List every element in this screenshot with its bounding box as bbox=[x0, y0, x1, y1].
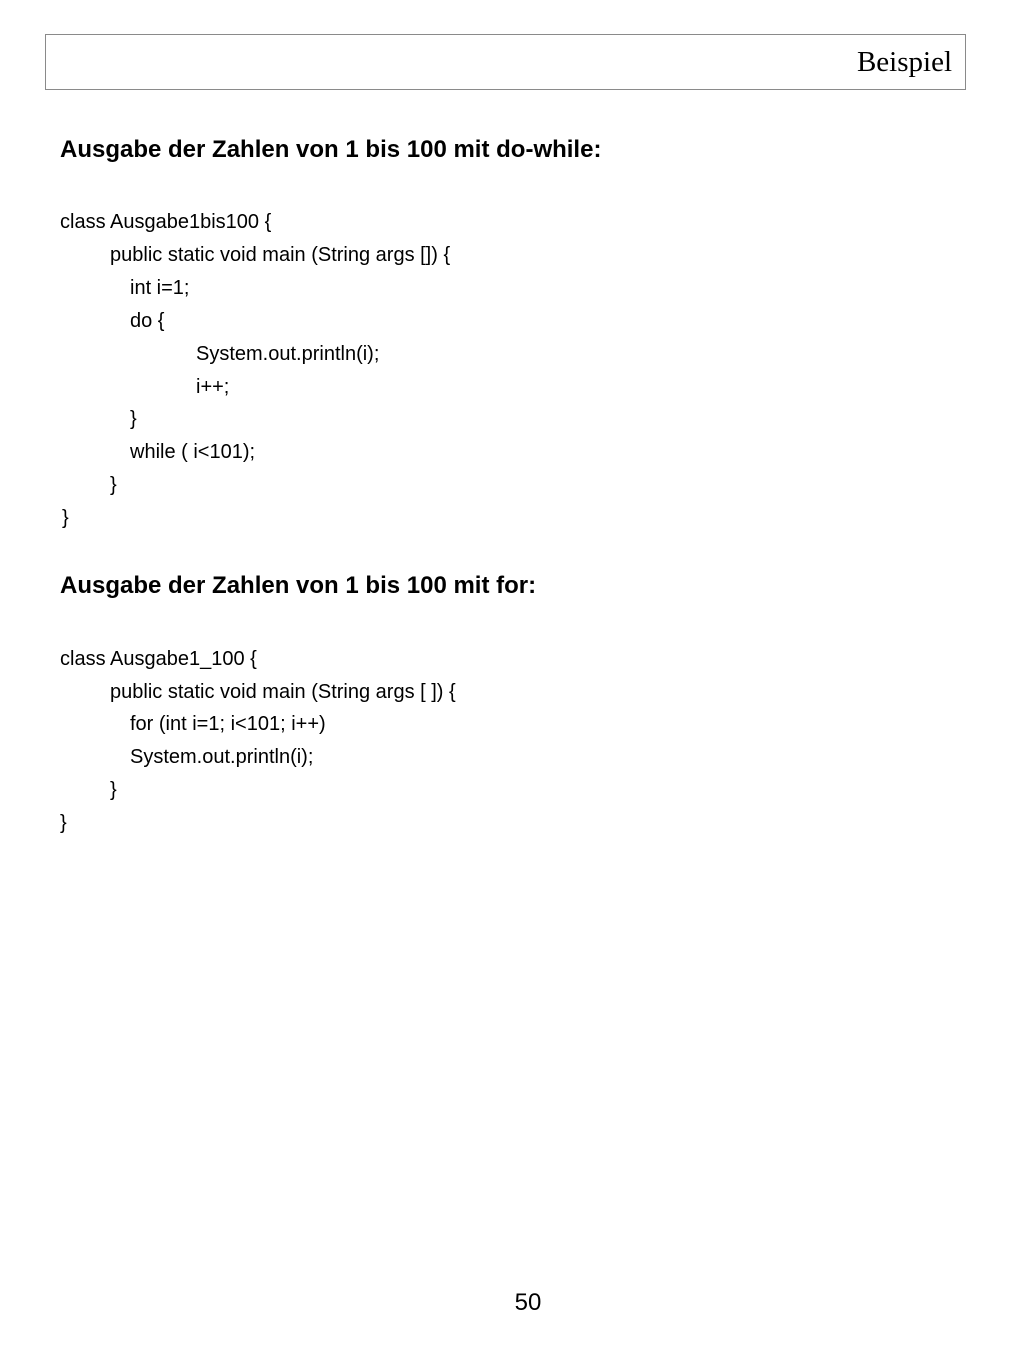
code-line: public static void main (String args []) { bbox=[110, 244, 451, 266]
code-line: } bbox=[62, 507, 69, 529]
code-line: i++; bbox=[196, 376, 230, 398]
code-line: } bbox=[130, 408, 137, 430]
code-line: } bbox=[60, 812, 67, 834]
page-number: 50 bbox=[514, 1289, 542, 1316]
slide-title: Beispiel bbox=[856, 46, 952, 78]
section-heading-for: Ausgabe der Zahlen von 1 bis 100 mit for: bbox=[60, 572, 537, 599]
code-line: System.out.println(i); bbox=[196, 343, 380, 365]
code-line: for (int i=1; i<101; i++) bbox=[130, 713, 326, 735]
code-line: class Ausgabe1_100 { bbox=[60, 648, 257, 670]
slide-header bbox=[45, 34, 966, 90]
code-line: } bbox=[110, 474, 117, 496]
code-line: System.out.println(i); bbox=[130, 746, 314, 768]
code-line: public static void main (String args [ ]) { bbox=[110, 681, 456, 703]
section-heading-do-while: Ausgabe der Zahlen von 1 bis 100 mit do-while: bbox=[60, 136, 602, 163]
code-line: int i=1; bbox=[130, 277, 190, 299]
code-line: } bbox=[110, 779, 117, 801]
code-line: do { bbox=[130, 310, 165, 332]
code-line: class Ausgabe1bis100 { bbox=[60, 211, 272, 233]
code-line: while ( i<101); bbox=[130, 441, 256, 463]
